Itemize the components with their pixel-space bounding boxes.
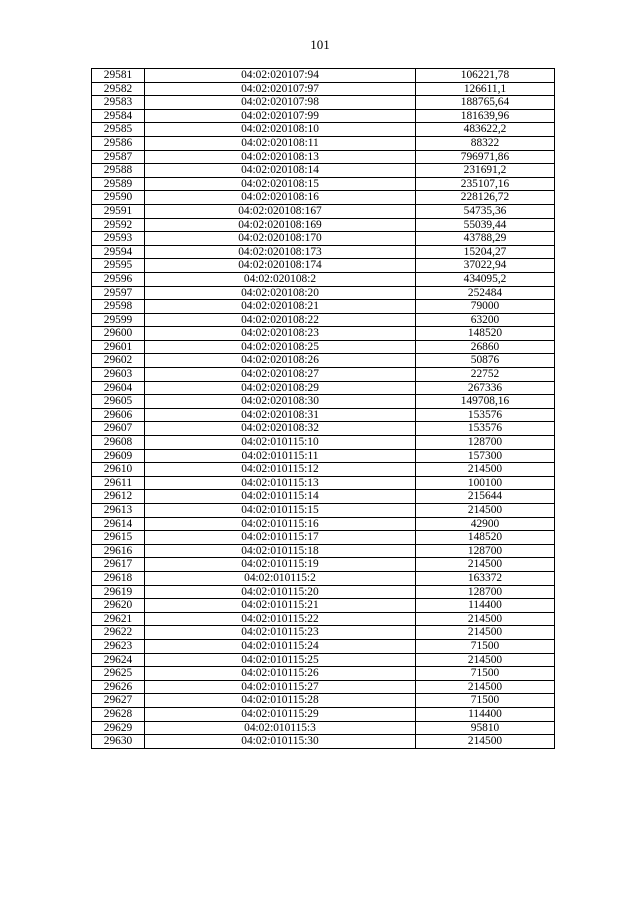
table-row: [92, 531, 555, 545]
table-row: [92, 449, 555, 463]
cadastral-value-cell: 71500: [416, 694, 555, 708]
cadastral-number-cell: 04:02:010115:10: [145, 436, 416, 450]
table-row: [92, 96, 555, 110]
row-number-cell: 29595: [92, 259, 145, 273]
table-row: [92, 721, 555, 735]
table-row: [92, 82, 555, 96]
table-row: [92, 694, 555, 708]
cadastral-value-cell: 153576: [416, 422, 555, 436]
row-number-cell: 29592: [92, 218, 145, 232]
cadastral-number-cell: 04:02:020108:26: [145, 354, 416, 368]
cadastral-number-cell: 04:02:020108:167: [145, 204, 416, 218]
cadastral-number-cell: 04:02:020107:99: [145, 109, 416, 123]
row-number-cell: 29623: [92, 639, 145, 653]
cadastral-number-cell: 04:02:010115:11: [145, 449, 416, 463]
cadastral-value-cell: 148520: [416, 327, 555, 341]
table-row: [92, 272, 555, 286]
cadastral-value-cell: 71500: [416, 639, 555, 653]
cadastral-number-cell: 04:02:020108:170: [145, 232, 416, 246]
cadastral-number-cell: 04:02:020108:29: [145, 381, 416, 395]
table-body: [92, 69, 555, 749]
cadastral-number-cell: 04:02:020108:173: [145, 245, 416, 259]
table-row: [92, 313, 555, 327]
cadastral-number-cell: 04:02:020108:15: [145, 177, 416, 191]
cadastral-value-cell: 126611,1: [416, 82, 555, 96]
cadastral-number-cell: 04:02:010115:22: [145, 612, 416, 626]
table-row: [92, 327, 555, 341]
cadastral-number-cell: 04:02:010115:28: [145, 694, 416, 708]
row-number-cell: 29627: [92, 694, 145, 708]
row-number-cell: 29607: [92, 422, 145, 436]
cadastral-number-cell: 04:02:020108:22: [145, 313, 416, 327]
cadastral-number-cell: 04:02:010115:24: [145, 639, 416, 653]
cadastral-number-cell: 04:02:020108:169: [145, 218, 416, 232]
row-number-cell: 29629: [92, 721, 145, 735]
cadastral-value-cell: 252484: [416, 286, 555, 300]
cadastral-number-cell: 04:02:020108:30: [145, 395, 416, 409]
cadastral-number-cell: 04:02:010115:16: [145, 517, 416, 531]
cadastral-number-cell: 04:02:020108:13: [145, 150, 416, 164]
cadastral-number-cell: 04:02:020108:14: [145, 164, 416, 178]
table-row: [92, 476, 555, 490]
cadastral-number-cell: 04:02:020108:23: [145, 327, 416, 341]
cadastral-value-cell: 483622,2: [416, 123, 555, 137]
table-row: [92, 571, 555, 585]
row-number-cell: 29624: [92, 653, 145, 667]
table-row: [92, 69, 555, 83]
cadastral-number-cell: 04:02:020108:174: [145, 259, 416, 273]
cadastral-number-cell: 04:02:010115:18: [145, 544, 416, 558]
row-number-cell: 29585: [92, 123, 145, 137]
row-number-cell: 29617: [92, 558, 145, 572]
cadastral-number-cell: 04:02:020108:25: [145, 340, 416, 354]
table-row: [92, 354, 555, 368]
row-number-cell: 29594: [92, 245, 145, 259]
cadastral-number-cell: 04:02:020108:20: [145, 286, 416, 300]
table-row: [92, 204, 555, 218]
table-row: [92, 232, 555, 246]
row-number-cell: 29598: [92, 300, 145, 314]
cadastral-number-cell: 04:02:010115:29: [145, 707, 416, 721]
table-row: [92, 639, 555, 653]
row-number-cell: 29616: [92, 544, 145, 558]
cadastral-value-cell: 214500: [416, 653, 555, 667]
row-number-cell: 29604: [92, 381, 145, 395]
table-row: [92, 286, 555, 300]
cadastral-number-cell: 04:02:020108:16: [145, 191, 416, 205]
table-row: [92, 707, 555, 721]
table-row: [92, 463, 555, 477]
cadastral-number-cell: 04:02:020108:27: [145, 368, 416, 382]
cadastral-value-cell: 43788,29: [416, 232, 555, 246]
table-row: [92, 735, 555, 749]
cadastral-value-cell: 235107,16: [416, 177, 555, 191]
row-number-cell: 29618: [92, 571, 145, 585]
row-number-cell: 29603: [92, 368, 145, 382]
table-row: [92, 368, 555, 382]
row-number-cell: 29599: [92, 313, 145, 327]
cadastral-value-cell: 128700: [416, 585, 555, 599]
table-row: [92, 123, 555, 137]
row-number-cell: 29615: [92, 531, 145, 545]
cadastral-value-cell: 153576: [416, 408, 555, 422]
cadastral-value-cell: 54735,36: [416, 204, 555, 218]
cadastral-value-cell: 95810: [416, 721, 555, 735]
cadastral-value-cell: 88322: [416, 136, 555, 150]
row-number-cell: 29600: [92, 327, 145, 341]
cadastral-number-cell: 04:02:020108:11: [145, 136, 416, 150]
page-number: 101: [310, 37, 330, 52]
table-row: [92, 612, 555, 626]
cadastral-value-cell: 214500: [416, 735, 555, 749]
row-number-cell: 29608: [92, 436, 145, 450]
cadastral-value-cell: 15204,27: [416, 245, 555, 259]
row-number-cell: 29622: [92, 626, 145, 640]
cadastral-number-cell: 04:02:010115:30: [145, 735, 416, 749]
row-number-cell: 29597: [92, 286, 145, 300]
cadastral-value-cell: 148520: [416, 531, 555, 545]
table-row: [92, 150, 555, 164]
cadastral-value-cell: 188765,64: [416, 96, 555, 110]
row-number-cell: 29606: [92, 408, 145, 422]
cadastral-value-cell: 71500: [416, 667, 555, 681]
row-number-cell: 29581: [92, 69, 145, 83]
cadastral-value-cell: 128700: [416, 544, 555, 558]
cadastral-value-cell: 231691,2: [416, 164, 555, 178]
row-number-cell: 29583: [92, 96, 145, 110]
cadastral-number-cell: 04:02:010115:3: [145, 721, 416, 735]
cadastral-value-cell: 214500: [416, 558, 555, 572]
row-number-cell: 29584: [92, 109, 145, 123]
row-number-cell: 29613: [92, 504, 145, 518]
row-number-cell: 29596: [92, 272, 145, 286]
table-row: [92, 136, 555, 150]
row-number-cell: 29601: [92, 340, 145, 354]
cadastral-value-cell: 214500: [416, 463, 555, 477]
table-row: [92, 381, 555, 395]
cadastral-value-cell: 100100: [416, 476, 555, 490]
cadastral-value-cell: 214500: [416, 680, 555, 694]
cadastral-number-cell: 04:02:020108:32: [145, 422, 416, 436]
table-row: [92, 504, 555, 518]
cadastral-number-cell: 04:02:020107:97: [145, 82, 416, 96]
cadastral-value-cell: 157300: [416, 449, 555, 463]
table-row: [92, 599, 555, 613]
table-row: [92, 517, 555, 531]
cadastral-number-cell: 04:02:010115:19: [145, 558, 416, 572]
cadastral-value-cell: 181639,96: [416, 109, 555, 123]
row-number-cell: 29630: [92, 735, 145, 749]
cadastral-number-cell: 04:02:010115:15: [145, 504, 416, 518]
table-row: [92, 436, 555, 450]
table-row: [92, 164, 555, 178]
table-row: [92, 245, 555, 259]
row-number-cell: 29589: [92, 177, 145, 191]
table-row: [92, 395, 555, 409]
cadastral-value-cell: 796971,86: [416, 150, 555, 164]
cadastral-value-cell: 214500: [416, 626, 555, 640]
cadastral-value-cell: 114400: [416, 599, 555, 613]
row-number-cell: 29612: [92, 490, 145, 504]
table-row: [92, 544, 555, 558]
cadastral-value-cell: 63200: [416, 313, 555, 327]
row-number-cell: 29614: [92, 517, 145, 531]
table-row: [92, 218, 555, 232]
cadastral-number-cell: 04:02:010115:21: [145, 599, 416, 613]
cadastral-value-cell: 114400: [416, 707, 555, 721]
row-number-cell: 29593: [92, 232, 145, 246]
row-number-cell: 29602: [92, 354, 145, 368]
table-row: [92, 109, 555, 123]
cadastral-value-table: [91, 68, 555, 749]
cadastral-value-cell: 214500: [416, 504, 555, 518]
table-row: [92, 408, 555, 422]
cadastral-value-cell: 163372: [416, 571, 555, 585]
table-row: [92, 340, 555, 354]
table-row: [92, 177, 555, 191]
cadastral-value-cell: 267336: [416, 381, 555, 395]
cadastral-value-cell: 79000: [416, 300, 555, 314]
cadastral-value-cell: 42900: [416, 517, 555, 531]
table-row: [92, 667, 555, 681]
row-number-cell: 29582: [92, 82, 145, 96]
cadastral-value-cell: 434095,2: [416, 272, 555, 286]
cadastral-number-cell: 04:02:010115:20: [145, 585, 416, 599]
cadastral-value-cell: 55039,44: [416, 218, 555, 232]
row-number-cell: 29587: [92, 150, 145, 164]
table-row: [92, 558, 555, 572]
cadastral-value-cell: 50876: [416, 354, 555, 368]
cadastral-number-cell: 04:02:010115:27: [145, 680, 416, 694]
table-row: [92, 680, 555, 694]
table-row: [92, 300, 555, 314]
cadastral-value-cell: 128700: [416, 436, 555, 450]
row-number-cell: 29610: [92, 463, 145, 477]
cadastral-number-cell: 04:02:010115:17: [145, 531, 416, 545]
row-number-cell: 29588: [92, 164, 145, 178]
cadastral-number-cell: 04:02:020107:98: [145, 96, 416, 110]
cadastral-number-cell: 04:02:010115:12: [145, 463, 416, 477]
row-number-cell: 29620: [92, 599, 145, 613]
cadastral-value-cell: 106221,78: [416, 69, 555, 83]
row-number-cell: 29609: [92, 449, 145, 463]
table-row: [92, 422, 555, 436]
table-row: [92, 191, 555, 205]
table-row: [92, 626, 555, 640]
row-number-cell: 29591: [92, 204, 145, 218]
row-number-cell: 29626: [92, 680, 145, 694]
cadastral-number-cell: 04:02:020108:10: [145, 123, 416, 137]
cadastral-number-cell: 04:02:010115:14: [145, 490, 416, 504]
cadastral-number-cell: 04:02:010115:25: [145, 653, 416, 667]
cadastral-value-cell: 228126,72: [416, 191, 555, 205]
cadastral-number-cell: 04:02:020108:31: [145, 408, 416, 422]
row-number-cell: 29619: [92, 585, 145, 599]
row-number-cell: 29625: [92, 667, 145, 681]
cadastral-value-cell: 22752: [416, 368, 555, 382]
table-row: [92, 653, 555, 667]
row-number-cell: 29586: [92, 136, 145, 150]
cadastral-value-cell: 149708,16: [416, 395, 555, 409]
cadastral-value-cell: 37022,94: [416, 259, 555, 273]
cadastral-number-cell: 04:02:010115:2: [145, 571, 416, 585]
cadastral-number-cell: 04:02:010115:23: [145, 626, 416, 640]
row-number-cell: 29628: [92, 707, 145, 721]
cadastral-value-cell: 26860: [416, 340, 555, 354]
table-row: [92, 259, 555, 273]
cadastral-value-cell: 214500: [416, 612, 555, 626]
table-row: [92, 490, 555, 504]
table-row: [92, 585, 555, 599]
cadastral-number-cell: 04:02:010115:13: [145, 476, 416, 490]
row-number-cell: 29611: [92, 476, 145, 490]
row-number-cell: 29621: [92, 612, 145, 626]
row-number-cell: 29590: [92, 191, 145, 205]
row-number-cell: 29605: [92, 395, 145, 409]
cadastral-number-cell: 04:02:020107:94: [145, 69, 416, 83]
cadastral-value-cell: 215644: [416, 490, 555, 504]
cadastral-number-cell: 04:02:020108:21: [145, 300, 416, 314]
cadastral-number-cell: 04:02:010115:26: [145, 667, 416, 681]
cadastral-number-cell: 04:02:020108:2: [145, 272, 416, 286]
